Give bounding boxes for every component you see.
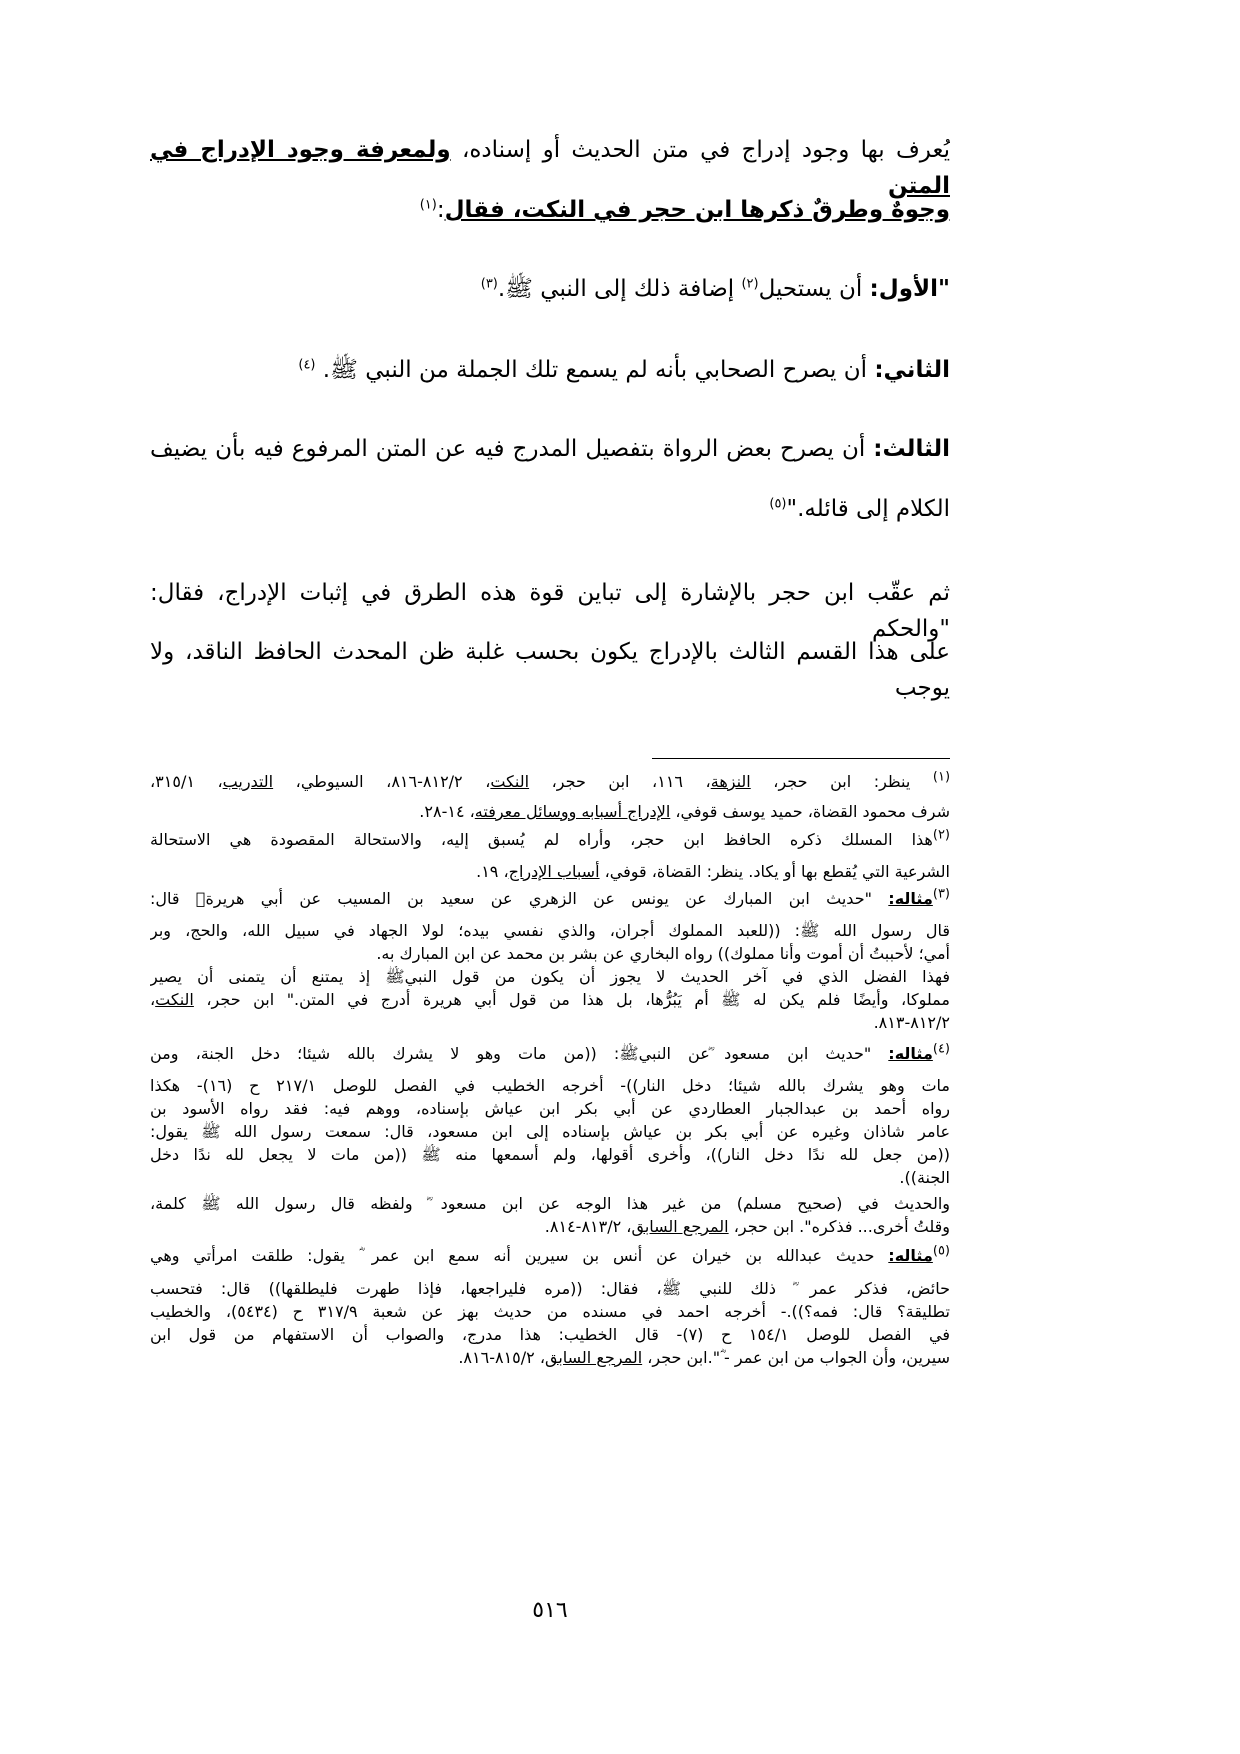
- footnote-number: (٢): [932, 829, 950, 843]
- third-method-line-1: الثالث: أن يصرح بعض الرواة بتفصيل المدرج فيه عن المتن المرفوع فيه بأن يضيف: [150, 436, 950, 462]
- footnote-3-line-6: ٨١٢/٢-٨١٣.: [873, 1013, 950, 1032]
- bold-underlined-phrase: ولمعرفة وجود الإدراج في المتن: [150, 137, 950, 199]
- footnote-5-line-2: حائض، فذكر عمر ؓ ذلك للنبي ﷺ، فقال: ((مره فليراجعها، فإذا طهرت فليطلقها)) قال: فتحسب: [150, 1279, 950, 1298]
- footnote-3-line-2: قال رسول الله ﷺ: ((للعبد المملوك أجران، والذي نفسي بيده؛ لولا الجهاد في سبيل الله، والحج، وبر: [150, 921, 950, 940]
- footnote-3-line-1: $^{(٣)}$مثاله: "حديث ابن المبارك عن يونس عن الزهري عن سعيد بن المسيب عن أبي هريرةؓ قال:: [150, 888, 950, 908]
- first-label: "الأول:: [869, 276, 950, 302]
- second-method: الثاني: أن يصرح الصحابي بأنه لم يسمع تلك الجملة من النبي ﷺ. $^{(٤)}$: [298, 357, 950, 383]
- footnote-4-line-1: $^{(٤)}$مثاله: "حديث ابن مسعود ؓعن النبيﷺ: ((من مات وهو لا يشرك بالله شيئا؛ دخل الجنة، ومن: [150, 1043, 950, 1063]
- footnote-4-line-5: ((من جعل لله ندًا دخل النار))، وأخرى أقولها، ولم أسمعها منه ﷺ ((من مات لا يجعل لله ندًا دخل: [150, 1145, 950, 1164]
- footnote-ref-4[interactable]: (٤): [298, 357, 316, 373]
- body-paragraph-1-line-1: يُعرف بها وجود إدراج في متن الحديث أو إسناده، ولمعرفة وجود الإدراج في المتن: [150, 137, 950, 199]
- footnote-4-line-7: والحديث في (صحيح مسلم) من غير هذا الوجه عن ابن مسعود ؓ ولفظه قال رسول الله ﷺ كلمة،: [150, 1194, 950, 1213]
- bold-underlined-phrase: وجوهٌ وطرقٌ ذكرها ابن حجر في النكت، فقال: [444, 197, 950, 223]
- footnote-4-line-3: رواه أحمد بن عبدالجبار العطاردي عن أبي بكر ابن عياش بإسناده، ووهم فيه: فقد رواه الأسود بن: [150, 1099, 950, 1118]
- footnote-3-line-3: أمي؛ لأحببتُ أن أموت وأنا مملوك)) رواه البخاري عن بشر بن محمد عن ابن المبارك به.: [376, 944, 950, 963]
- body-paragraph-5-line-2: على هذا القسم الثالث بالإدراج يكون بحسب غلبة ظن المحدث الحافظ الناقد، ولا يوجب: [150, 639, 950, 701]
- page-number: ٥١٦: [532, 1598, 568, 1623]
- footnote-4-line-4: عامر شاذان وغيره عن أبي بكر بن عياش بإسناده إلى ابن مسعود، قال: سمعت رسول الله ﷺ يقول:: [150, 1122, 950, 1141]
- footnote-2-line-1: $^{(٢)}$هذا المسلك ذكره الحافظ ابن حجر، وأراه لم يُسبق إليه، والاستحالة المقصودة هي الاستحالة: [150, 829, 950, 849]
- second-label: الثاني:: [874, 357, 950, 383]
- footnote-separator: [652, 758, 950, 759]
- third-label: الثالث:: [873, 436, 950, 462]
- footnote-number: (٤): [932, 1043, 950, 1057]
- footnote-4-line-8: وقلتُ أخرى... فذكره". ابن حجر، المرجع السابق، ٨١٣/٢-٨١٤.: [544, 1217, 950, 1236]
- footnote-4-line-6: الجنة)).: [899, 1168, 950, 1187]
- footnote-1-line-2: شرف محمود القضاة، حميد يوسف قوفي، الإدراج أسبابه ووسائل معرفته، ١٤-٢٨.: [419, 802, 950, 821]
- footnote-ref-3[interactable]: (٣): [480, 276, 498, 292]
- footnote-5-line-1: $^{(٥)}$مثاله: حديث عبدالله بن خيران عن أنس بن سيرين أنه سمع ابن عمر ؓ يقول: طلقت امرأتي وهي: [150, 1245, 950, 1265]
- footnote-ref-1[interactable]: (١): [419, 197, 437, 213]
- footnote-3-line-4: فهذا الفضل الذي في آخر الحديث لا يجوز أن يكون من قول النبيﷺ إذ يمتنع أن يتمنى أن يصير: [150, 967, 950, 986]
- third-method-line-2: الكلام إلى قائله."$^{(٥)}$: [769, 496, 950, 522]
- footnote-1-line-1: $^{(١)}$ ينظر: ابن حجر، النزهة، ١١٦، ابن حجر، النكت، ٨١٢/٢-٨١٦، السيوطي، التدريب، ٣١٥/١،: [150, 771, 950, 791]
- body-paragraph-5-line-1: ثم عقّب ابن حجر بالإشارة إلى تباين قوة هذه الطرق في إثبات الإدراج، فقال: "والحكم: [150, 580, 950, 642]
- footnote-5-line-4: في الفصل للوصل ١٥٤/١ ح (٧)- قال الخطيب: هذا مدرج، والصواب أن الاستفهام من قول ابن: [150, 1325, 950, 1344]
- first-method: "الأول: أن يستحيل$^{(٢)}$ إضافة ذلك إلى النبي ﷺ.$^{(٣)}$: [480, 276, 950, 302]
- body-paragraph-1-line-2: وجوهٌ وطرقٌ ذكرها ابن حجر في النكت، فقال:$^{(١)}$: [419, 197, 950, 223]
- footnote-4-line-2: مات وهو يشرك بالله شيئا؛ دخل النار))- أخرجه الخطيب في الفصل للوصل ٢١٧/١ ح (١٦)- هكذا: [150, 1076, 950, 1095]
- footnote-5-line-5: سيرين، وأن الجواب من ابن عمر - ؓ".ابن حجر، المرجع السابق، ٨١٥/٢-٨١٦.: [458, 1348, 950, 1367]
- footnote-ref-2[interactable]: (٢): [741, 276, 759, 292]
- footnote-2-line-2: الشرعية التي يُقطع بها أو يكاد. ينظر: القضاة، قوفي، أسباب الإدراج، ١٩.: [476, 862, 950, 881]
- document-page: [150, 0, 950, 1754]
- footnote-ref-5[interactable]: (٥): [769, 496, 787, 512]
- footnote-5-line-3: تطليقة؟ قال: فمه؟)).- أخرجه احمد في مسنده من حديث بهز عن شعبة ٣١٧/٩ ح (٥٤٣٤)، والخطيب: [150, 1302, 950, 1321]
- footnote-3-line-5: مملوكا، وأيضًا فلم يكن له ﷺ أم يَبُرُّها، بل هذا من قول أبي هريرة أدرج في المتن." ابن حجر، النكت،: [150, 990, 950, 1009]
- footnote-number: (٣): [932, 888, 950, 902]
- footnote-number: (٥): [932, 1245, 950, 1259]
- footnote-number: (١): [932, 771, 950, 785]
